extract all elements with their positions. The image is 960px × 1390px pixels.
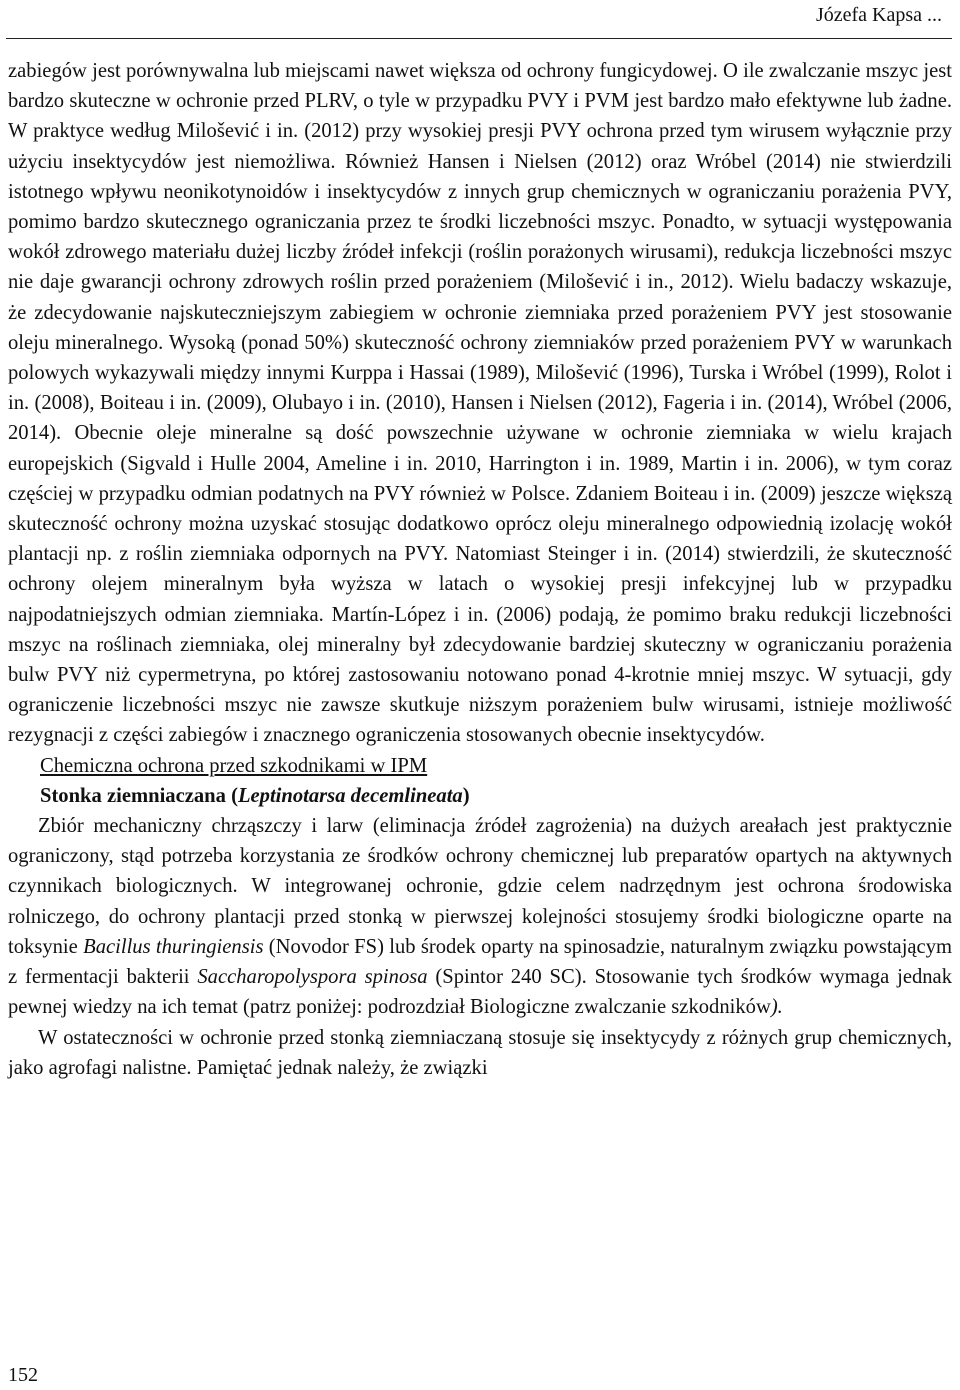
subsection-heading — [8, 781, 952, 811]
latin-name: Saccharopolyspora spinosa — [197, 966, 428, 989]
paragraph-text: (Novodor FS) lub środek oparty na spinosadzie, naturalnym związku powstającym z fermentacji bakterii — [8, 935, 953, 989]
paragraph-mechanical-control — [8, 811, 952, 1022]
header-divider — [6, 38, 952, 39]
latin-name: Bacillus thuringiensis — [83, 935, 264, 958]
paragraph-chemical-insecticides: W ostateczności w ochronie przed stonką ziemniaczaną stosuje się insektycydy z różnych grup chemicznych, jako agrofagi nalistne. Pamiętać jednak należy, że związki — [8, 1026, 952, 1079]
page-body — [8, 56, 952, 1083]
latin-name: Leptinotarsa decemlineata — [237, 784, 463, 807]
section-heading: Chemiczna ochrona przed szkodnikami w IPM — [40, 754, 428, 777]
page-number: 152 — [8, 1364, 38, 1386]
paragraph-text: (Spintor 240 SC). Stosowanie tych środków wymaga jednak pewnej wiedzy na ich temat (patrz poniżej: podrozdział Biologiczne zwalczanie szkodników — [8, 966, 952, 1019]
running-header: Józefa Kapsa ... — [815, 4, 942, 26]
subsection-heading-close: ) — [462, 784, 470, 807]
paragraph-aphid-control: zabiegów jest porównywalna lub miejscami nawet większa od ochrony fungicydowej. O ile zwalczanie mszyc jest bardzo skuteczne w ochronie przed PLRV, o tyle w przypadku PVY i PVM jest bardzo mało efektywne lub żadne. W praktyce według Milošević i in. (2012) przy wysokiej presji PVY ochrona przed tym wirusem wyłącznie przy użyciu insektycydów jest niemożliwa. Również Hansen i Nielsen (2012) oraz Wróbel (2014) nie stwierdzili istotnego wpływu neonikotynoidów i insektycydów z innych grup chemicznych w ograniczaniu porażenia PVY, pomimo bardzo skutecznego ograniczania przez te środki liczebności mszyc. Ponadto, w sytuacji występowania wokół zdrowego materiału dużej liczby źródeł infekcji (roślin porażonych wirusami), redukcja liczebności mszyc nie daje gwarancji ochrony zdrowych roślin przed porażeniem (Milošević i in., 2012). Wielu badaczy wskazuje, że zdecydowanie najskuteczniejszym zabiegiem w ochronie ziemniaka przed porażeniem PVY jest stosowanie oleju mineralnego. Wysoką (ponad 50%) skuteczność ochrony ziemniaków przed porażeniem PVY w warunkach polowych wykazywali między innymi Kurppa i Hassai (1989), Milošević (1996), Turska i Wróbel (1999), Rolot i in. (2008), Boiteau i in. (2009), Olubayo i in. (2010), Hansen i Nielsen (2012), Fageria i in. (2014), Wróbel (2006, 2014). Obecnie oleje mineralne są dość powszechnie używane w ochronie ziemniaka w wielu krajach europejskich (Sigvald i Hulle 2004, Ameline i in. 2010, Harrington i in. 1989, Martin i in. 2006), w tym coraz częściej w przypadku odmian podatnych na PVY również w Polsce. Zdaniem Boiteau i in. (2009) jeszcze większą skuteczność ochrony można uzyskać stosując dodatkowo oprócz oleju mineralnego odpowiednią izolację wokół plantacji np. z roślin ziemniaka odpornych na PVY. Natomiast Steinger i in. (2014) stwierdzili, że skuteczność ochrony olejem mineralnym była wyższa w latach o wysokiej presji infekcyjnej lub w przypadku najpodatniejszych odmian ziemniaka. Martín-López i in. (2006) podają, że pomimo braku redukcji liczebności mszyc na roślinach ziemniaka, olej mineralny był zdecydowanie bardziej skuteczny w ograniczaniu porażenia bulw PVY niż cypermetryna, po której zastosowaniu notowano ponad 4-krotnie mniej mszyc. W sytuacji, gdy ograniczenie liczebności mszyc nie zawsze skutkuje niższym porażeniem bulw wirusami, istnieje możliwość rezygnacji z części zabiegów i znacznego ograniczenia stosowanych obecnie insektycydów. — [8, 60, 952, 747]
subsection-heading-text: Stonka ziemniaczana ( — [40, 784, 238, 807]
paragraph-end: ). — [770, 996, 783, 1019]
paragraph-text: Zbiór mechaniczny chrząszczy i larw (eliminacja źródeł zagrożenia) na dużych areałach jest praktycznie ograniczony, stąd potrzeba korzystania ze środków ochrony chemicznej lub preparatów opartych na aktywnych czynnikach biologicznych. W integrowanej ochronie, gdzie celem nadrzędnym jest ochrona środowiska rolniczego, do ochrony plantacji przed stonką w pierwszej kolejności stosujemy środki biologiczne oparte na toksynie — [8, 815, 952, 958]
